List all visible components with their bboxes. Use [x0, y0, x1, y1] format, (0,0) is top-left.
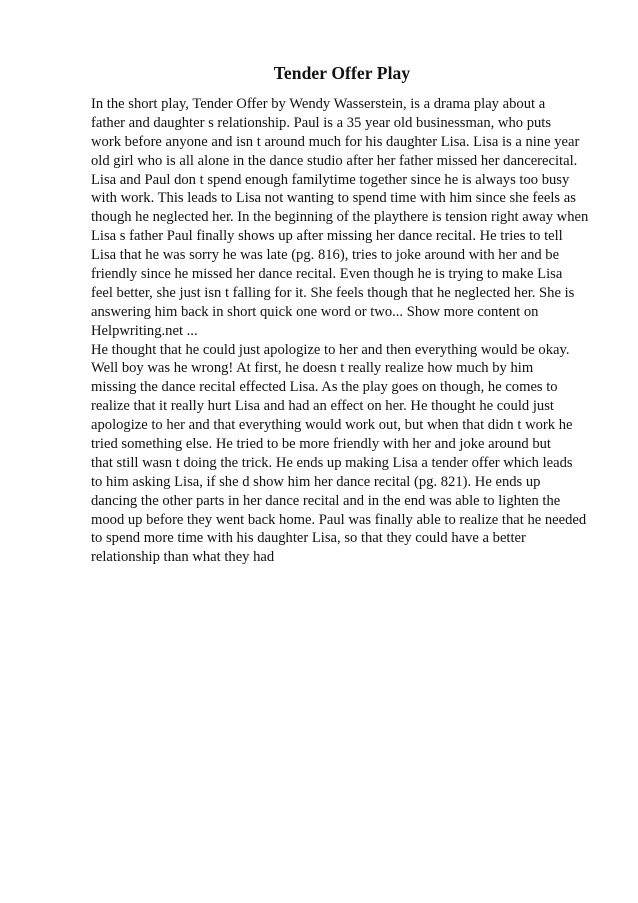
text-line: dancing the other parts in her dance recital and in the end was able to lighten the — [91, 492, 561, 509]
text-line: feel better, she just isn t falling for it. She feels though that he neglected her. She is — [91, 284, 575, 301]
text-line: that still wasn t doing the trick. He ends up making Lisa a tender offer which leads — [91, 454, 573, 471]
text-line: old girl who is all alone in the dance studio after her father missed her dancerecital. — [91, 152, 578, 169]
text-line: In the short play, Tender Offer by Wendy Wasserstein, is a drama play about a — [91, 96, 546, 112]
text-line: apologize to her and that everything would work out, but when that didn t work he — [91, 417, 573, 434]
text-line: friendly since he missed her dance recital. Even though he is trying to make Lisa — [91, 266, 563, 283]
document-title: Tender Offer Play — [273, 63, 411, 83]
text-line: Well boy was he wrong! At first, he doesn t really realize how much by him — [91, 360, 534, 377]
text-line: Helpwriting.net ... — [91, 322, 198, 339]
text-line: though he neglected her. In the beginning of the playthere is tension right away when — [91, 209, 589, 226]
text-line: realize that it really hurt Lisa and had an effect on her. He thought he could just — [91, 398, 554, 415]
text-line: father and daughter s relationship. Paul is a 35 year old businessman, who puts — [91, 114, 552, 131]
text-line: mood up before they went back home. Paul was finally able to realize that he needed — [91, 511, 587, 528]
text-line: missing the dance recital effected Lisa. As the play goes on though, he comes to — [91, 379, 558, 396]
text-line: tried something else. He tried to be more friendly with her and joke around but — [91, 436, 551, 453]
text-line: Lisa and Paul don t spend enough familytime together since he is always too busy — [91, 171, 570, 188]
text-line: work before anyone and isn t around much for his daughter Lisa. Lisa is a nine year — [91, 133, 580, 150]
text-line: Lisa s father Paul finally shows up after missing her dance recital. He tries to tell — [91, 228, 563, 245]
text-line: He thought that he could just apologize to her and then everything would be okay. — [91, 341, 570, 358]
text-line: to him asking Lisa, if she d show him her dance recital (pg. 821). He ends up — [91, 473, 541, 490]
text-line: to spend more time with his daughter Lisa, so that they could have a better — [91, 530, 526, 547]
text-line: relationship than what they had — [91, 549, 275, 566]
text-line: Lisa that he was sorry he was late (pg. 816), tries to joke around with her and be — [91, 247, 560, 264]
text-line: with work. This leads to Lisa not wanting to spend time with him since she feels as — [91, 190, 576, 207]
document-body — [91, 95, 589, 567]
text-line: answering him back in short quick one word or two... Show more content on — [91, 303, 539, 320]
